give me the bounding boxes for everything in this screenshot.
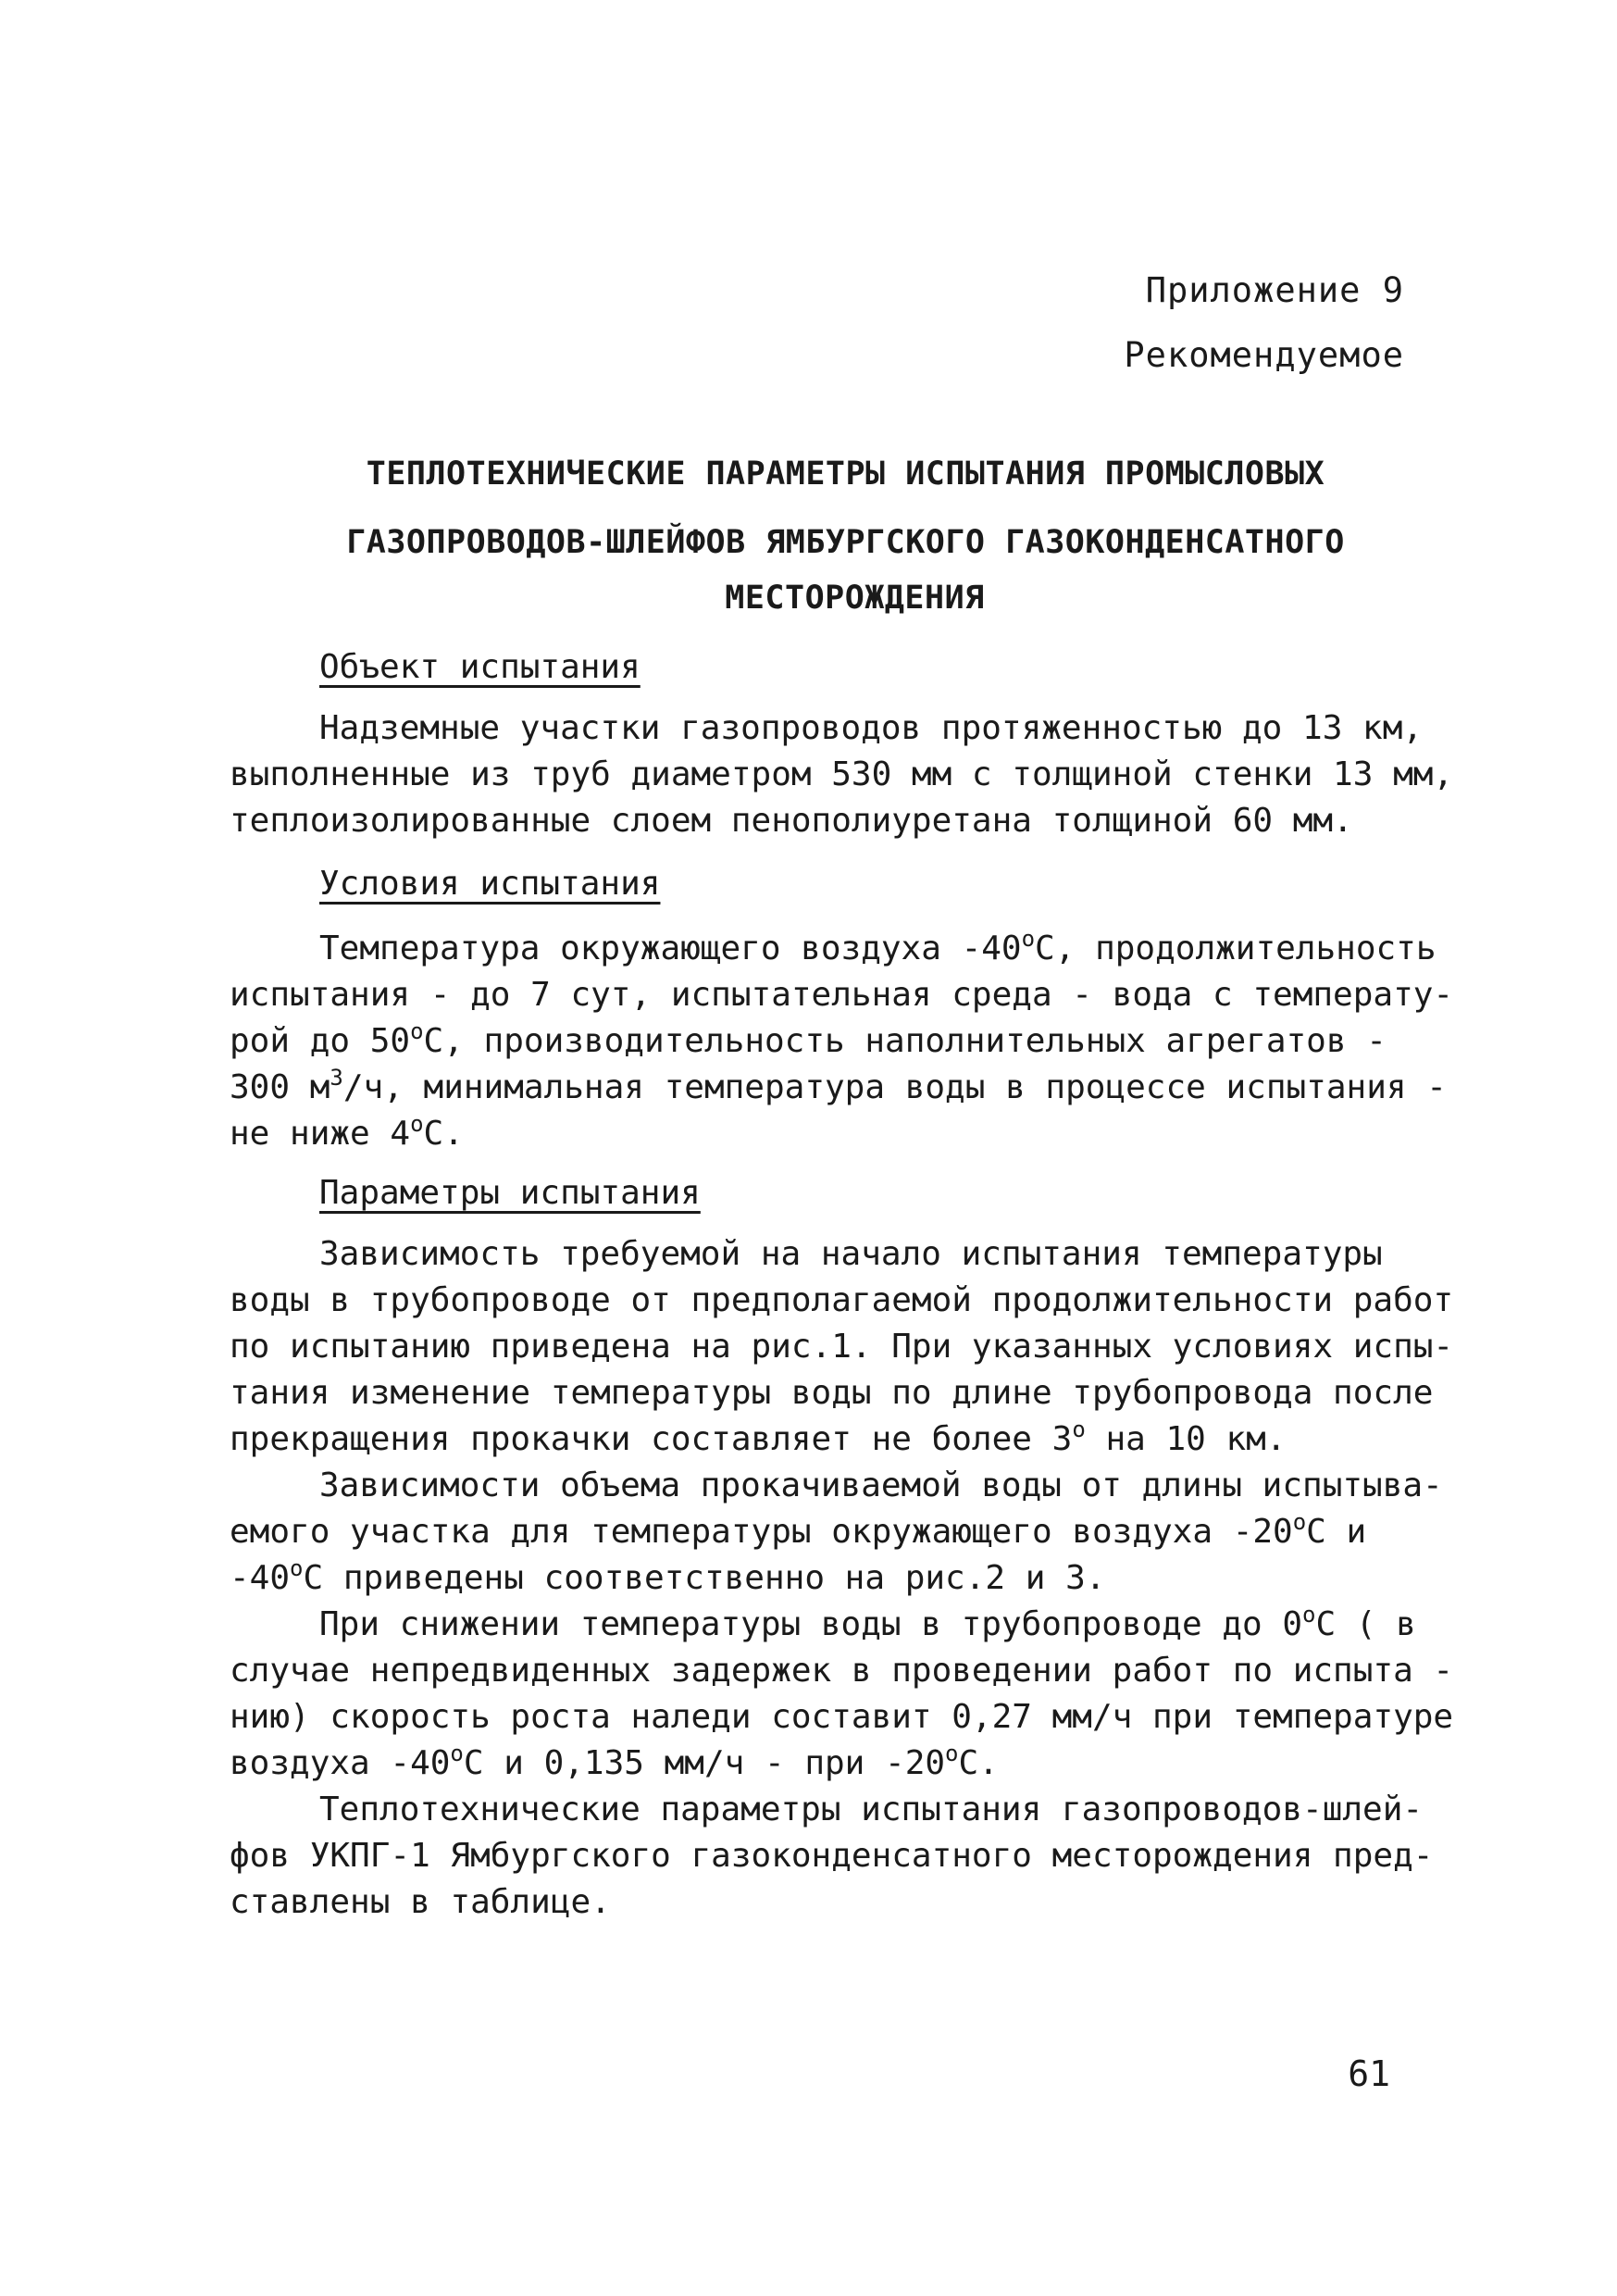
degree-sup: о bbox=[945, 1741, 959, 1766]
text-fragment: /ч, минимальная температура воды в процессе испытания - bbox=[342, 1068, 1447, 1106]
text-line: теплоизолированные слоем пенополиуретана толщиной 60 мм. bbox=[230, 802, 1353, 840]
degree-sup: о bbox=[1302, 1602, 1316, 1628]
text-line: Теплотехнические параметры испытания газопроводов-шлей- bbox=[319, 1791, 1424, 1828]
text-fragment: При снижении температуры воды в трубопроводе до 0 bbox=[319, 1605, 1303, 1643]
title-line-3: МЕСТОРОЖДЕНИЯ bbox=[725, 580, 985, 617]
text-line bbox=[230, 1416, 1396, 1463]
degree-sup: о bbox=[1021, 926, 1036, 952]
text-line: испытания - до 7 сут, испытательная среда - вода с температу- bbox=[230, 976, 1454, 1014]
object-paragraph bbox=[230, 705, 1454, 844]
text-line: случае непредвиденных задержек в проведении работ по испыта - bbox=[230, 1652, 1454, 1690]
degree-sup: о bbox=[450, 1741, 464, 1766]
text-line: выполненные из труб диаметром 530 мм с толщиной стенки 13 мм, bbox=[230, 755, 1454, 793]
text-fragment: не ниже 4 bbox=[230, 1115, 411, 1153]
text-fragment: С, продолжительность bbox=[1035, 930, 1437, 967]
text-fragment: на 10 км. bbox=[1085, 1420, 1287, 1458]
title-line-2: ГАЗОПРОВОДОВ-ШЛЕЙФОВ ЯМБУРГСКОГО ГАЗОКОНДЕНСАТНОГО bbox=[346, 524, 1345, 561]
text-line bbox=[230, 1602, 1416, 1648]
text-line: по испытанию приведена на рис.1. При указанных условиях испы- bbox=[230, 1328, 1454, 1366]
text-line bbox=[230, 1018, 1396, 1065]
text-fragment: воздуха -40 bbox=[230, 1744, 451, 1782]
text-fragment: рой до 50 bbox=[230, 1022, 411, 1060]
text-fragment: С и 0,135 мм/ч - при -20 bbox=[463, 1744, 946, 1782]
parameters-paragraph-3 bbox=[230, 1602, 1454, 1787]
parameters-paragraph-2 bbox=[230, 1463, 1443, 1602]
cube-sup: 3 bbox=[330, 1065, 343, 1091]
degree-sup: о bbox=[410, 1111, 424, 1137]
page-number: 61 bbox=[1348, 2053, 1390, 2094]
text-fragment: емого участка для температуры окружающего воздуха -20 bbox=[230, 1513, 1293, 1551]
text-fragment: С приведены соответственно на рис.2 и 3. bbox=[303, 1559, 1106, 1597]
parameters-heading: Параметры испытания bbox=[319, 1174, 701, 1212]
text-fragment: С, производительность наполнительных агрегатов - bbox=[423, 1022, 1387, 1060]
object-heading: Объект испытания bbox=[319, 648, 641, 686]
text-line: ставлены в таблице. bbox=[230, 1883, 611, 1921]
text-line: Зависимости объема прокачиваемой воды от длины испытыва- bbox=[319, 1466, 1443, 1504]
title-line-1: ТЕПЛОТЕХНИЧЕСКИЕ ПАРАМЕТРЫ ИСПЫТАНИЯ ПРОМЫСЛОВЫХ bbox=[366, 455, 1325, 493]
text-line: нию) скорость роста наледи составит 0,27 мм/ч при температуре bbox=[230, 1698, 1454, 1736]
text-fragment: С. bbox=[958, 1744, 999, 1782]
text-fragment: С и bbox=[1306, 1513, 1367, 1551]
text-line bbox=[230, 1065, 1447, 1111]
text-fragment: С ( в bbox=[1315, 1605, 1416, 1643]
parameters-paragraph-4 bbox=[230, 1787, 1434, 1926]
degree-sup: о bbox=[1292, 1509, 1307, 1535]
appendix-label: Приложение 9 bbox=[1145, 270, 1404, 310]
text-fragment: Температура окружающего воздуха -40 bbox=[319, 930, 1022, 967]
text-line bbox=[230, 1741, 1396, 1787]
parameters-paragraph-1 bbox=[230, 1231, 1454, 1463]
text-fragment: прекращения прокачки составляет не более 3 bbox=[230, 1420, 1073, 1458]
text-fragment: 300 м bbox=[230, 1068, 330, 1106]
degree-sup: о bbox=[290, 1555, 304, 1581]
text-line: Зависимость требуемой на начало испытания температуры bbox=[319, 1235, 1383, 1273]
status-label: Рекомендуемое bbox=[1124, 335, 1404, 375]
text-line: фов УКПГ-1 Ямбургского газоконденсатного месторождения пред- bbox=[230, 1837, 1434, 1875]
conditions-heading: Условия испытания bbox=[319, 865, 661, 903]
text-line bbox=[230, 1509, 1396, 1555]
text-line: тания изменение температуры воды по длине трубопровода после bbox=[230, 1374, 1434, 1412]
text-line: воды в трубопроводе от предполагаемой продолжительности работ bbox=[230, 1281, 1454, 1319]
text-line bbox=[230, 1555, 1396, 1602]
text-line: Надземные участки газопроводов протяженностью до 13 км, bbox=[319, 709, 1424, 747]
text-line bbox=[230, 1111, 1396, 1157]
conditions-paragraph bbox=[230, 926, 1454, 1157]
text-fragment: -40 bbox=[230, 1559, 291, 1597]
degree-sup: о bbox=[410, 1018, 424, 1044]
text-fragment: С. bbox=[423, 1115, 464, 1153]
degree-sup: о bbox=[1072, 1416, 1086, 1442]
text-line bbox=[230, 926, 1437, 972]
